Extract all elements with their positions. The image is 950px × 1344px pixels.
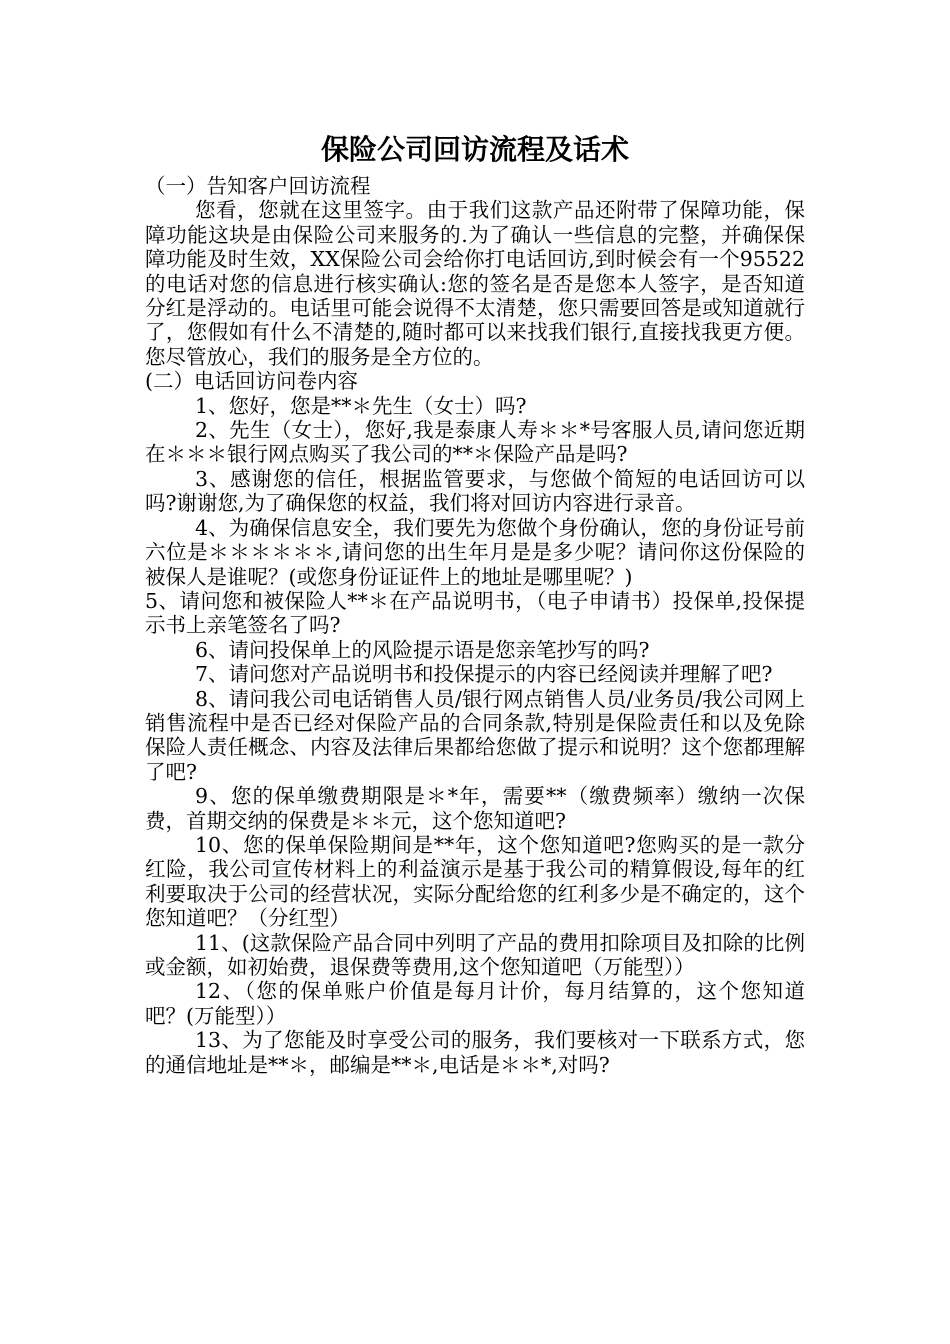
question-item: 9、您的保单缴费期限是＊*年，需要**（缴费频率）缴纳一次保费，首期交纳的保费是＊＊元，这个您知道吧? [145, 784, 805, 833]
question-item: 2、先生（女士），您好,我是泰康人寿＊＊*号客服人员,请问您近期在＊＊＊银行网点购买了我公司的**＊保险产品是吗? [145, 418, 805, 467]
question-item: 5、请问您和被保险人**＊在产品说明书，（电子申请书）投保单,投保提示书上亲笔签名了吗? [145, 588, 805, 638]
document-body [145, 174, 805, 1077]
question-item: 3、感谢您的信任，根据监管要求，与您做个简短的电话回访可以吗?谢谢您,为了确保您的权益，我们将对回访内容进行录音。 [145, 466, 805, 516]
question-item: 8、请问我公司电话销售人员/银行网点销售人员/业务员/我公司网上销售流程中是否已经对保险产品的合同条款,特别是保险责任和以及免除保险人责任概念、内容及法律后果都给您做了提示和说明？这个您都理解了吧? [145, 686, 805, 784]
question-item: 12、（您的保单账户价值是每月计价，每月结算的，这个您知道吧？(万能型）） [145, 979, 805, 1028]
question-item: 13、为了您能及时享受公司的服务，我们要核对一下联系方式，您的通信地址是**＊，邮编是**＊,电话是＊＊*,对吗? [145, 1028, 805, 1077]
question-item: 1、您好，您是**＊先生（女士）吗? [195, 393, 527, 418]
section-heading-questionnaire: (二）电话回访问卷内容 [145, 369, 358, 394]
notify-paragraph: 您看，您就在这里签字。由于我们这款产品还附带了保障功能，保障功能这块是由保险公司来服务的.为了确认一些信息的完整，并确保保障功能及时生效，XX保险公司会给你打电话回访,到时候会有一个95522的电话对您的信息进行核实确认:您的签名是否是您本人签字，是否知道分红是浮动的。电话里可能会说得不太清楚，您只需要回答是或知道就行了，您假如有什么不清楚的,随时都可以来找我们银行,直接找我更方便。您尽管放心，我们的服务是全方位的。 [145, 198, 805, 369]
section-heading-notify: （一）告知客户回访流程 [145, 174, 371, 198]
question-item: 7、请问您对产品说明书和投保提示的内容已经阅读并理解了吧? [195, 662, 773, 687]
question-item: 4、为确保信息安全，我们要先为您做个身份确认，您的身份证号前六位是＊＊＊＊＊＊,请问您的出生年月是是多少呢？请问你这份保险的被保人是谁呢？(或您身份证证件上的地址是哪里呢？) [145, 515, 805, 589]
question-item: 10、您的保单保险期间是**年，这个您知道吧?您购买的是一款分红险，我公司宣传材料上的利益演示是基于我公司的精算假设,每年的红利要取决于公司的经营状况，实际分配给您的红利多少是不确定的，这个您知道吧？（分红型） [145, 832, 805, 931]
question-item: 11、(这款保险产品合同中列明了产品的费用扣除项目及扣除的比例或金额，如初始费，退保费等费用,这个您知道吧（万能型）） [145, 930, 805, 979]
question-item: 6、请问投保单上的风险提示语是您亲笔抄写的吗? [195, 637, 650, 662]
page-title: 保险公司回访流程及话术 [320, 133, 629, 166]
